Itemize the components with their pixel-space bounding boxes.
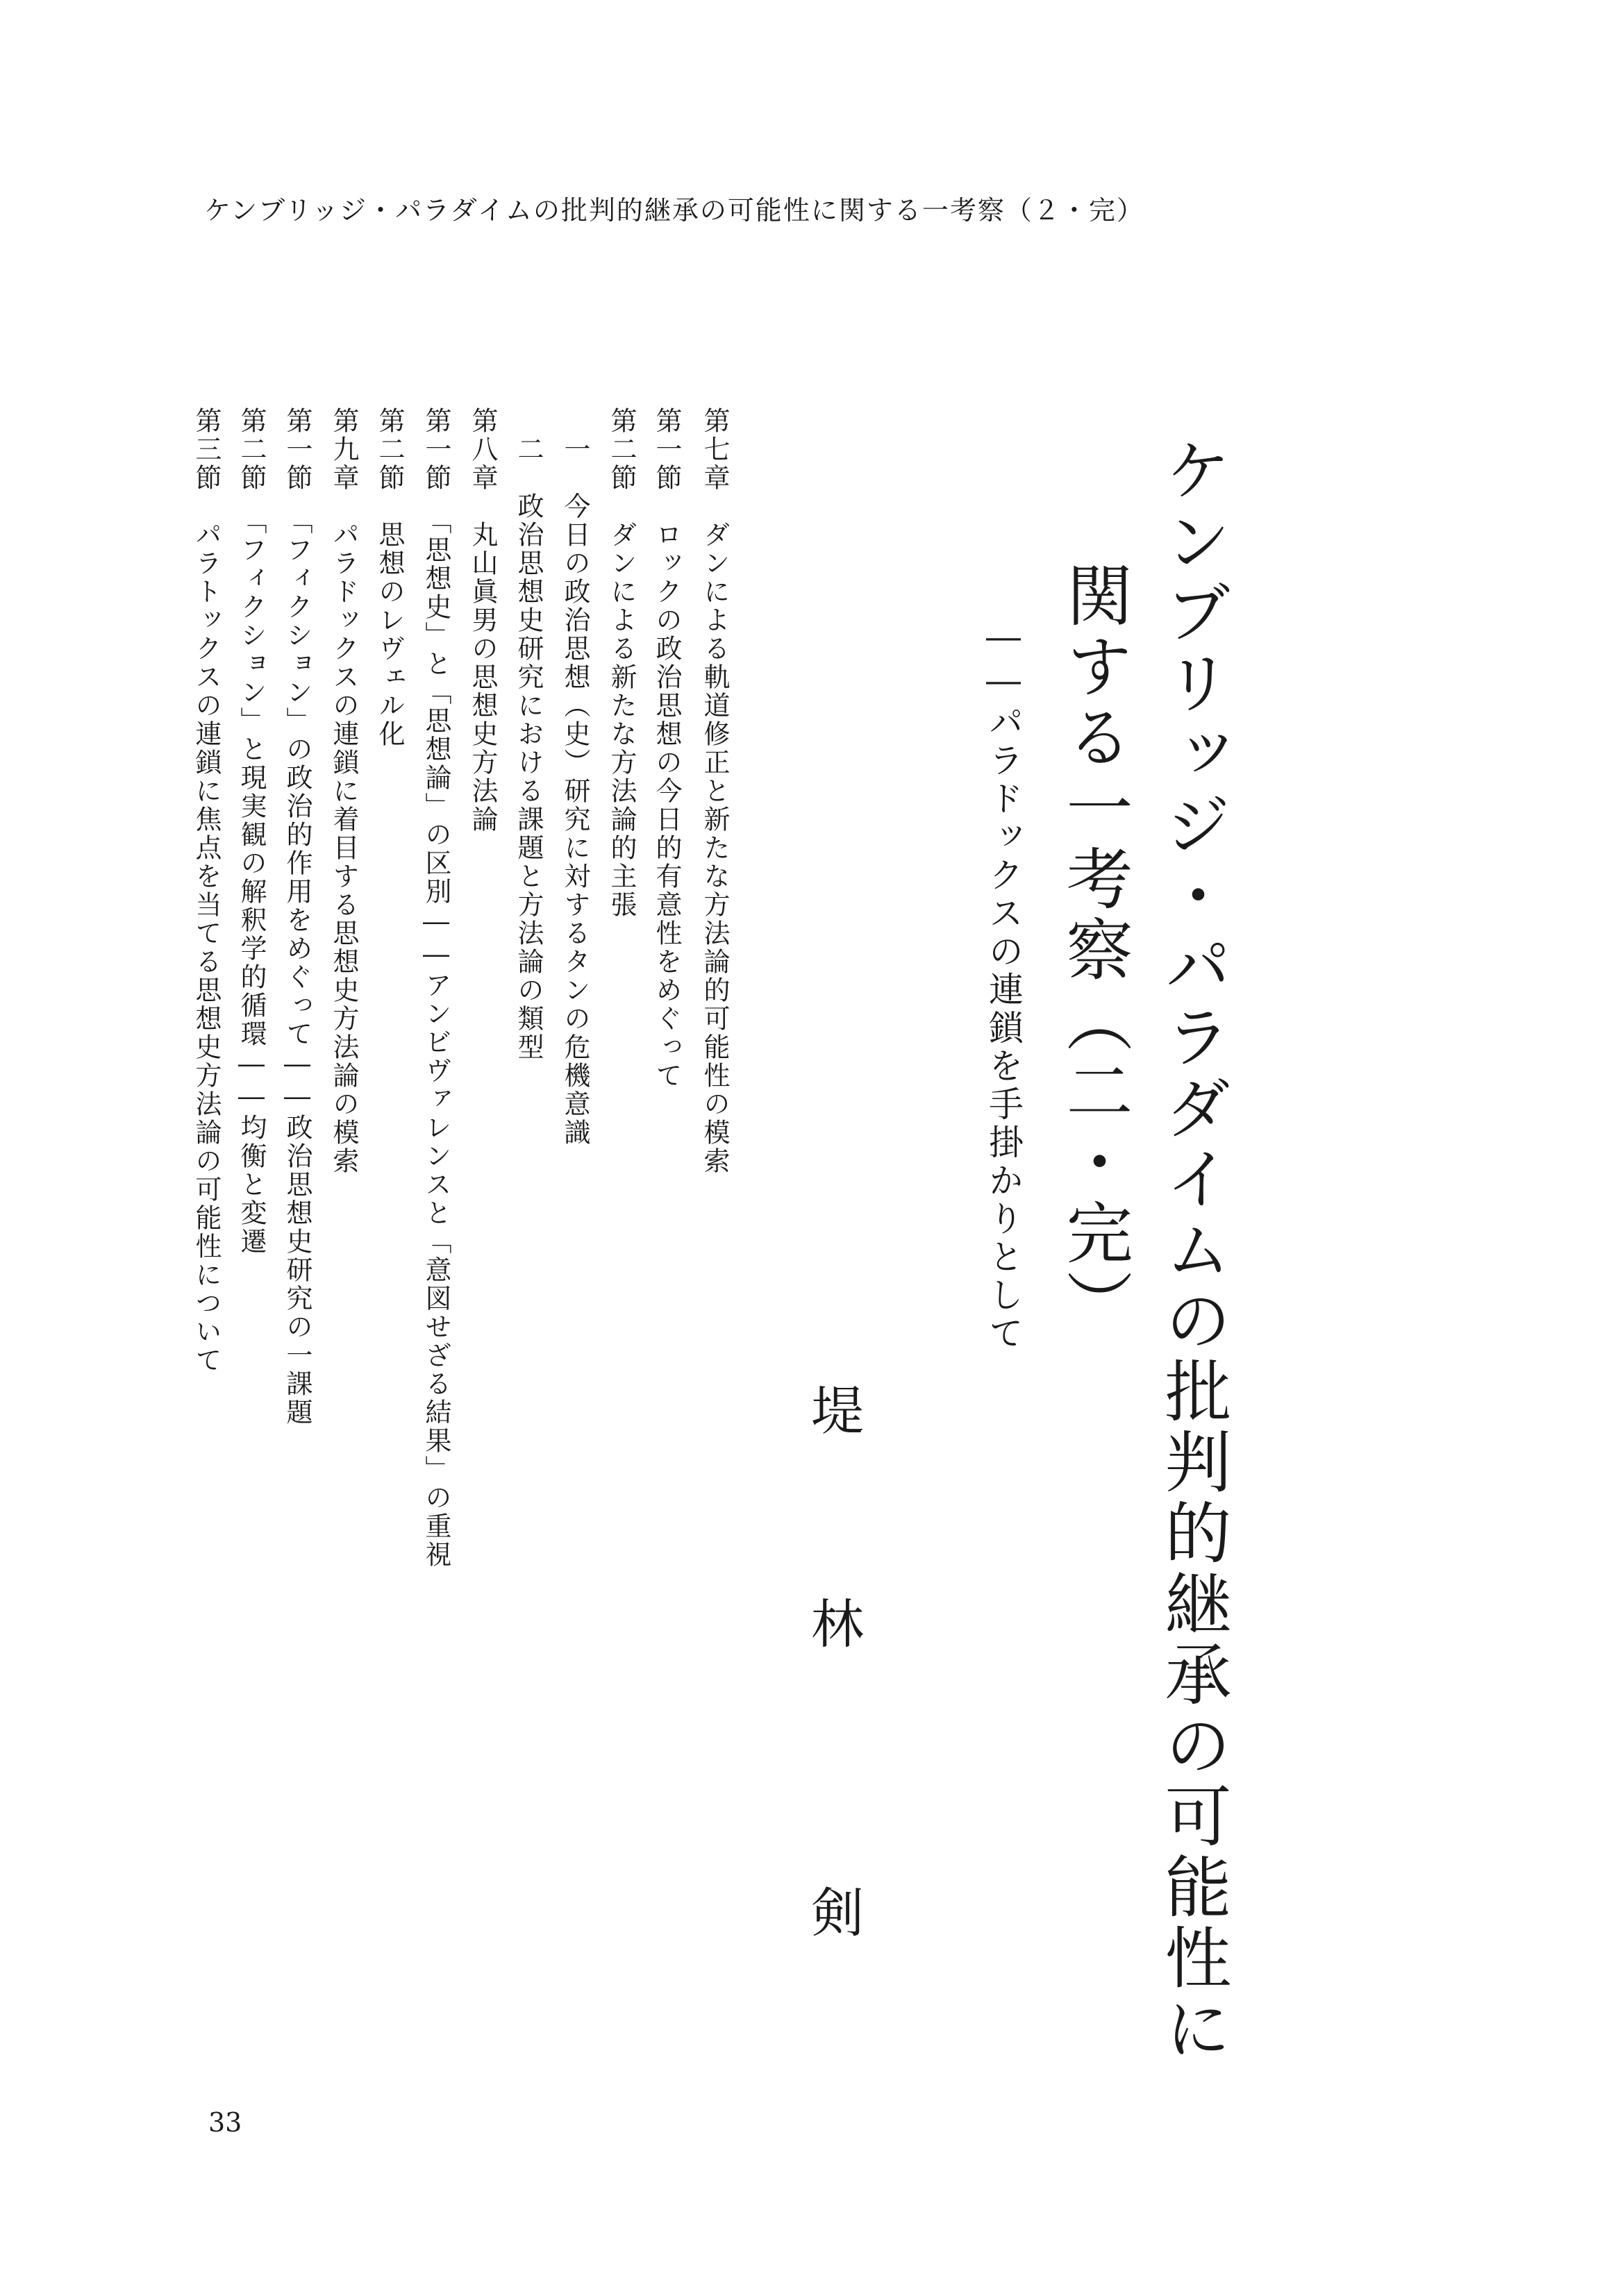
toc-line: 二 政治思想史研究における課題と方法論の類型 [513,407,544,1062]
article-title-line-1: ケンブリッジ・パラダイムの批判的継承の可能性に [1154,436,1232,2065]
page-number: 33 [208,2107,242,2138]
running-header: ケンブリッジ・パラダイムの批判的継承の可能性に関する一考察（２・完） [204,195,1144,226]
toc-line: 第一節 ロックの政治思想の今日的有意性をめぐって [651,407,682,1090]
article-title-line-2: 関する一考察（二・完） [1056,561,1133,1340]
toc-line: 第八章 丸山眞男の思想史方法論 [467,407,498,834]
toc-line: 第一節 「思想史」と「思想論」の区別――アンビヴァレンスと「意図せざる結果」の重視 [421,407,451,1569]
author-char-1: 堤 [811,1380,864,1442]
toc-line: 第二節 ダンによる新たな方法論的主張 [606,407,637,919]
toc-line: 第七章 ダンによる軌道修正と新たな方法論的可能性の模索 [699,407,730,1175]
toc-line: 第二節 思想のレヴェル化 [374,407,405,748]
toc-line: 第二節 「フィクション」と現実観の解釈学的循環――均衡と変遷 [236,407,267,1256]
toc-line: 第九章 パラドックスの連鎖に着目する思想史方法論の模索 [328,407,359,1175]
toc-line: 第一節 「フィクション」の政治的作用をめぐって――政治思想史研究の一課題 [282,407,312,1427]
author-char-2: 林 [811,1593,864,1655]
toc-line: 一 今日の政治思想（史）研究に対するタンの危機意識 [560,407,590,1147]
author-char-3: 剣 [811,1882,864,1944]
article-subtitle: ――パラドックスの連鎖を手掛かりとして [983,617,1024,1353]
toc-line: 第三節 パラトックスの連鎖に焦点を当てる思想史方法論の可能性について [191,407,222,1375]
